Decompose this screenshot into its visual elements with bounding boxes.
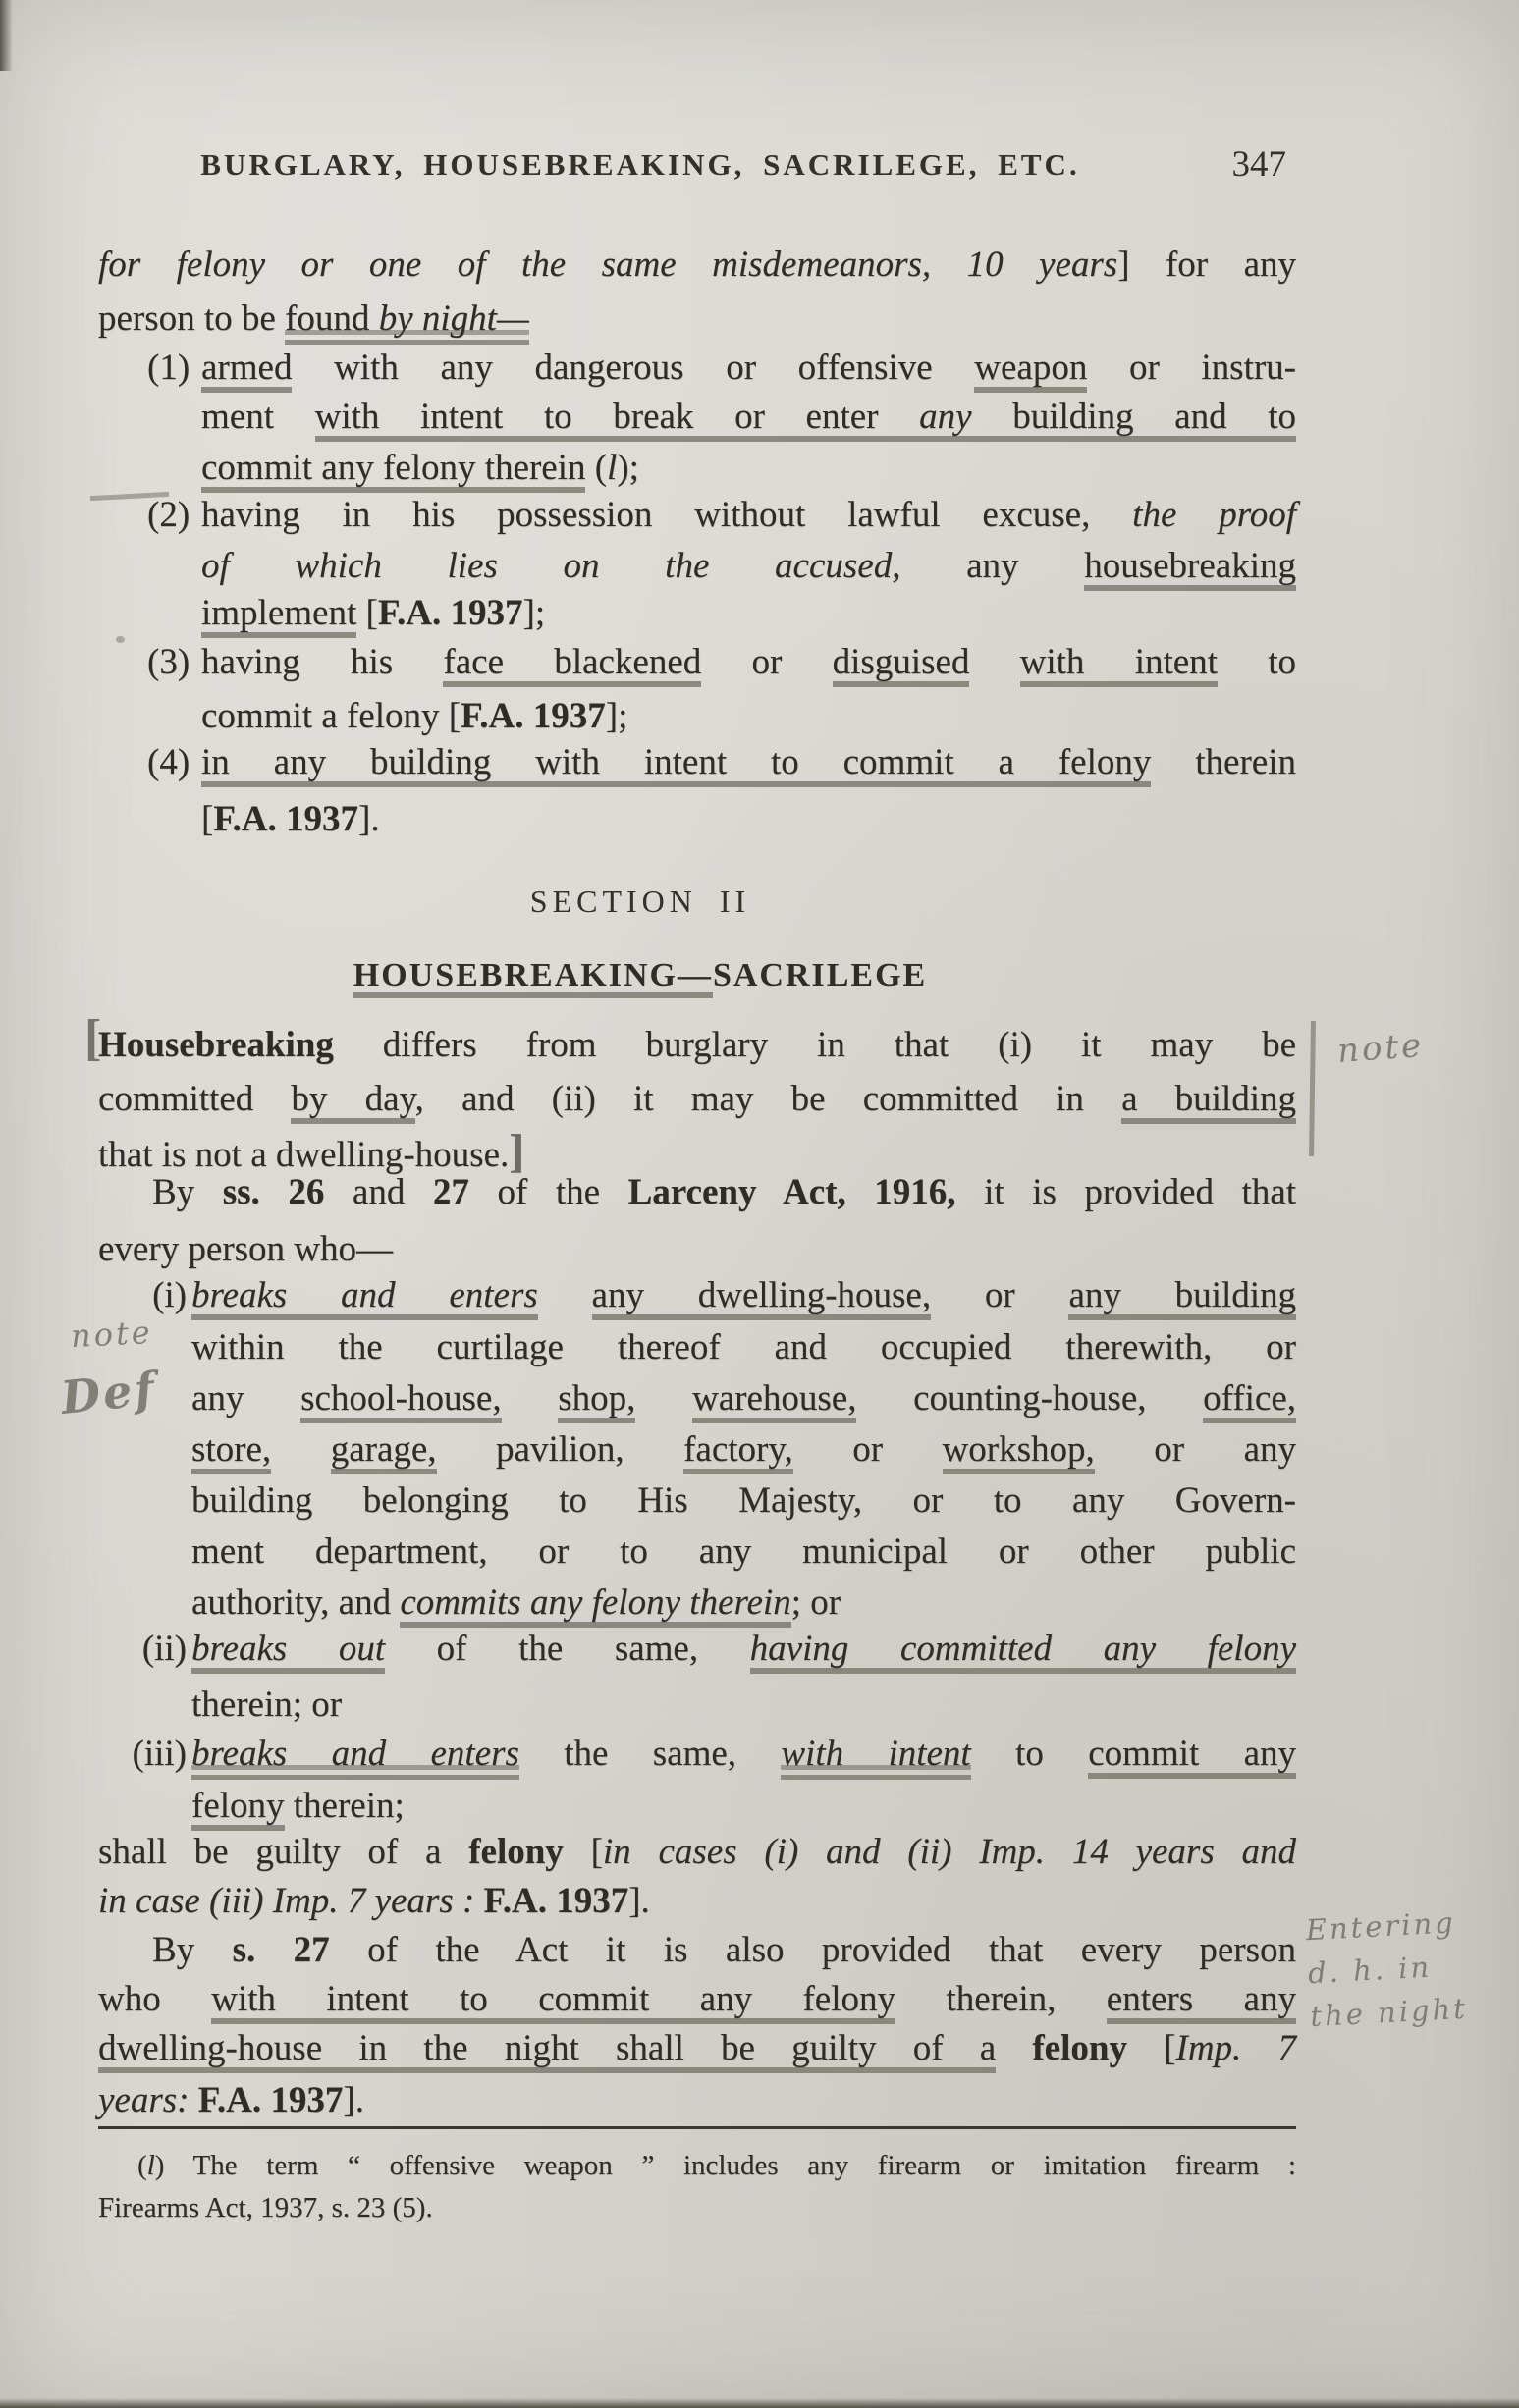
list-item-line: implement [F.A. 1937]; <box>201 589 545 638</box>
list-item-line: commit a felony [F.A. 1937]; <box>201 696 628 736</box>
footnote-rule <box>98 2126 1296 2129</box>
list-item-number: (4) <box>147 742 190 782</box>
list-item-number: (ii) <box>141 1629 187 1669</box>
list-item-line: having his face blackened or disguised with intent to <box>201 638 1296 687</box>
body-text-line: By s. 27 of the Act it is also provided that every person <box>152 1930 1296 1970</box>
list-item-line: [F.A. 1937]. <box>201 799 380 839</box>
list-item-number: (3) <box>147 642 190 682</box>
list-item-line: ment with intent to break or enter any building and to <box>201 393 1296 442</box>
list-item-line: ment department, or to any municipal or other public <box>191 1531 1296 1572</box>
handwritten-note-left: note <box>70 1312 154 1356</box>
body-text-line: years: F.A. 1937]. <box>98 2080 364 2120</box>
footnote-line: Firearms Act, 1937, s. 23 (5). <box>98 2192 433 2223</box>
list-item-line: breaks and enters the same, with intent to commit any <box>191 1730 1296 1779</box>
list-item-line: breaks and enters any dwelling-house, or any building <box>191 1271 1296 1320</box>
list-item-line: felony therein; <box>191 1782 405 1831</box>
handwritten-note-line: d. h. in <box>1307 1950 1433 1991</box>
list-item-line: any school-house, shop, warehouse, counting-house, office, <box>191 1374 1296 1423</box>
pencil-bracket-open: [ <box>84 1010 102 1066</box>
body-text-line: in case (iii) Imp. 7 years : F.A. 1937]. <box>98 1881 650 1921</box>
list-item-number: (1) <box>147 348 190 388</box>
list-item-line: within the curtilage thereof and occupied therewith, or <box>191 1327 1296 1367</box>
body-text-line: dwelling-house in the night shall be guilty of a felony [Imp. 7 <box>98 2024 1296 2073</box>
handwritten-note-right: note <box>1335 1025 1426 1072</box>
list-item-number: (iii) <box>132 1734 187 1774</box>
list-item-number: (2) <box>147 495 190 535</box>
handwritten-note-line: Entering <box>1304 1905 1457 1948</box>
list-item-line: building belonging to His Majesty, or to any Govern- <box>191 1480 1296 1521</box>
list-item-line: breaks out of the same, having committed any felony <box>191 1625 1296 1674</box>
body-text-line: By ss. 26 and 27 of the Larceny Act, 1916, it is provided that <box>152 1172 1296 1212</box>
page-number: 347 <box>1231 144 1286 185</box>
list-item-line: of which lies on the accused, any housebreaking <box>201 542 1296 591</box>
list-item-line: in any building with intent to commit a felony therein <box>201 738 1296 787</box>
body-text-line: committed by day, and (ii) it may be committed in a building <box>98 1075 1296 1124</box>
subsection-heading: HOUSEBREAKING—SACRILEGE <box>98 957 1296 994</box>
body-text-line: that is not a dwelling-house.] <box>98 1125 525 1177</box>
page-edge-shadow-bottom <box>0 2398 1519 2408</box>
list-item-line: therein; or <box>191 1685 343 1725</box>
body-text-line: person to be found by night— <box>98 294 529 344</box>
running-title: BURGLARY, HOUSEBREAKING, SACRILEGE, ETC. <box>200 147 1080 182</box>
list-item-line: having in his possession without lawful excuse, the proof <box>201 495 1296 535</box>
handwritten-note-line: the night <box>1309 1991 1469 2034</box>
list-item-number: (i) <box>152 1275 187 1315</box>
list-item-line: authority, and commits any felony therein; or <box>191 1579 841 1628</box>
list-item-line: commit any felony therein (l); <box>201 444 639 493</box>
pencil-dot-mark <box>116 636 125 643</box>
footnote-line: (l) The term “ offensive weapon ” includes any firearm or imitation firearm : <box>137 2150 1296 2181</box>
body-text-line: every person who— <box>98 1229 394 1269</box>
pencil-margin-line <box>1309 1021 1316 1156</box>
body-text-line: who with intent to commit any felony therein, enters any <box>98 1975 1296 2024</box>
handwritten-def-left: Def <box>58 1362 160 1424</box>
body-text-line: shall be guilty of a felony [in cases (i) and (ii) Imp. 14 years and <box>98 1832 1296 1872</box>
list-item-line: armed with any dangerous or offensive weapon or instru- <box>201 344 1296 393</box>
section-heading: SECTION II <box>529 883 751 919</box>
handwritten-note-entering <box>1305 1900 1469 2038</box>
list-item-line: store, garage, pavilion, factory, or workshop, or any <box>191 1425 1296 1474</box>
page-edge-shadow-top-left <box>0 0 13 71</box>
body-text-line: Housebreaking differs from burglary in that (i) it may be <box>98 1025 1296 1065</box>
page-header <box>98 144 1296 196</box>
body-text-line: for felony or one of the same misdemeanors, 10 years] for any <box>98 244 1296 285</box>
